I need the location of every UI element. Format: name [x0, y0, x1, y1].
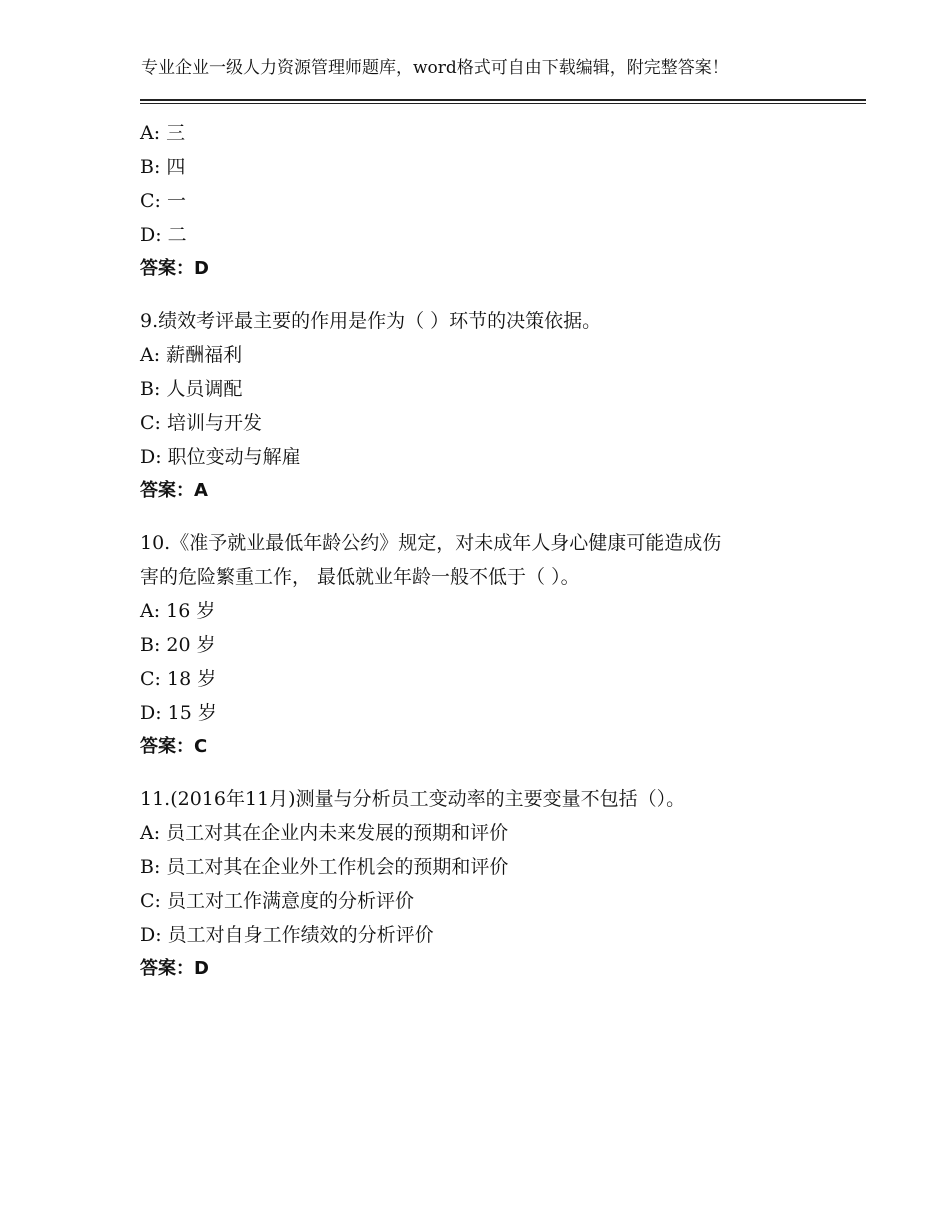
option-a: A: 薪酬福利 — [140, 344, 243, 366]
option-b: B: 员工对其在企业外工作机会的预期和评价 — [140, 856, 509, 878]
question-list — [140, 116, 840, 986]
header-rule-thin — [140, 103, 866, 104]
option-a: A: 三 — [140, 122, 186, 144]
option-b: B: 20 岁 — [140, 634, 216, 656]
question-stem-line-1: 10.《准予就业最低年龄公约》规定，对未成年人身心健康可能造成伤 — [140, 532, 722, 554]
question-10 — [140, 526, 840, 764]
answer-label: 答案：C — [140, 736, 208, 757]
header-rule-thick — [140, 99, 866, 101]
question-11 — [140, 782, 840, 986]
question-8-continued — [140, 116, 840, 286]
option-a: A: 16 岁 — [140, 600, 216, 622]
option-b: B: 人员调配 — [140, 378, 243, 400]
option-d: D: 二 — [140, 224, 187, 246]
question-stem-line-2: 害的危险繁重工作， 最低就业年龄一般不低于（ ）。 — [140, 566, 580, 588]
option-c: C: 18 岁 — [140, 668, 217, 690]
option-d: D: 职位变动与解雇 — [140, 446, 301, 468]
question-9 — [140, 304, 840, 508]
answer-label: 答案：D — [140, 258, 209, 279]
option-c: C: 一 — [140, 190, 186, 212]
option-d: D: 15 岁 — [140, 702, 217, 724]
option-b: B: 四 — [140, 156, 186, 178]
option-c: C: 培训与开发 — [140, 412, 262, 434]
option-c: C: 员工对工作满意度的分析评价 — [140, 890, 414, 912]
question-stem: 9.绩效考评最主要的作用是作为（ ）环节的决策依据。 — [140, 310, 602, 332]
option-a: A: 员工对其在企业内未来发展的预期和评价 — [140, 822, 509, 844]
answer-label: 答案：A — [140, 480, 208, 501]
page-header: 专业企业一级人力资源管理师题库，word格式可自由下载编辑，附完整答案！ — [141, 58, 729, 78]
option-d: D: 员工对自身工作绩效的分析评价 — [140, 924, 434, 946]
answer-label: 答案：D — [140, 958, 209, 979]
question-stem: 11.(2016年11月)测量与分析员工变动率的主要变量不包括（）。 — [140, 788, 686, 810]
